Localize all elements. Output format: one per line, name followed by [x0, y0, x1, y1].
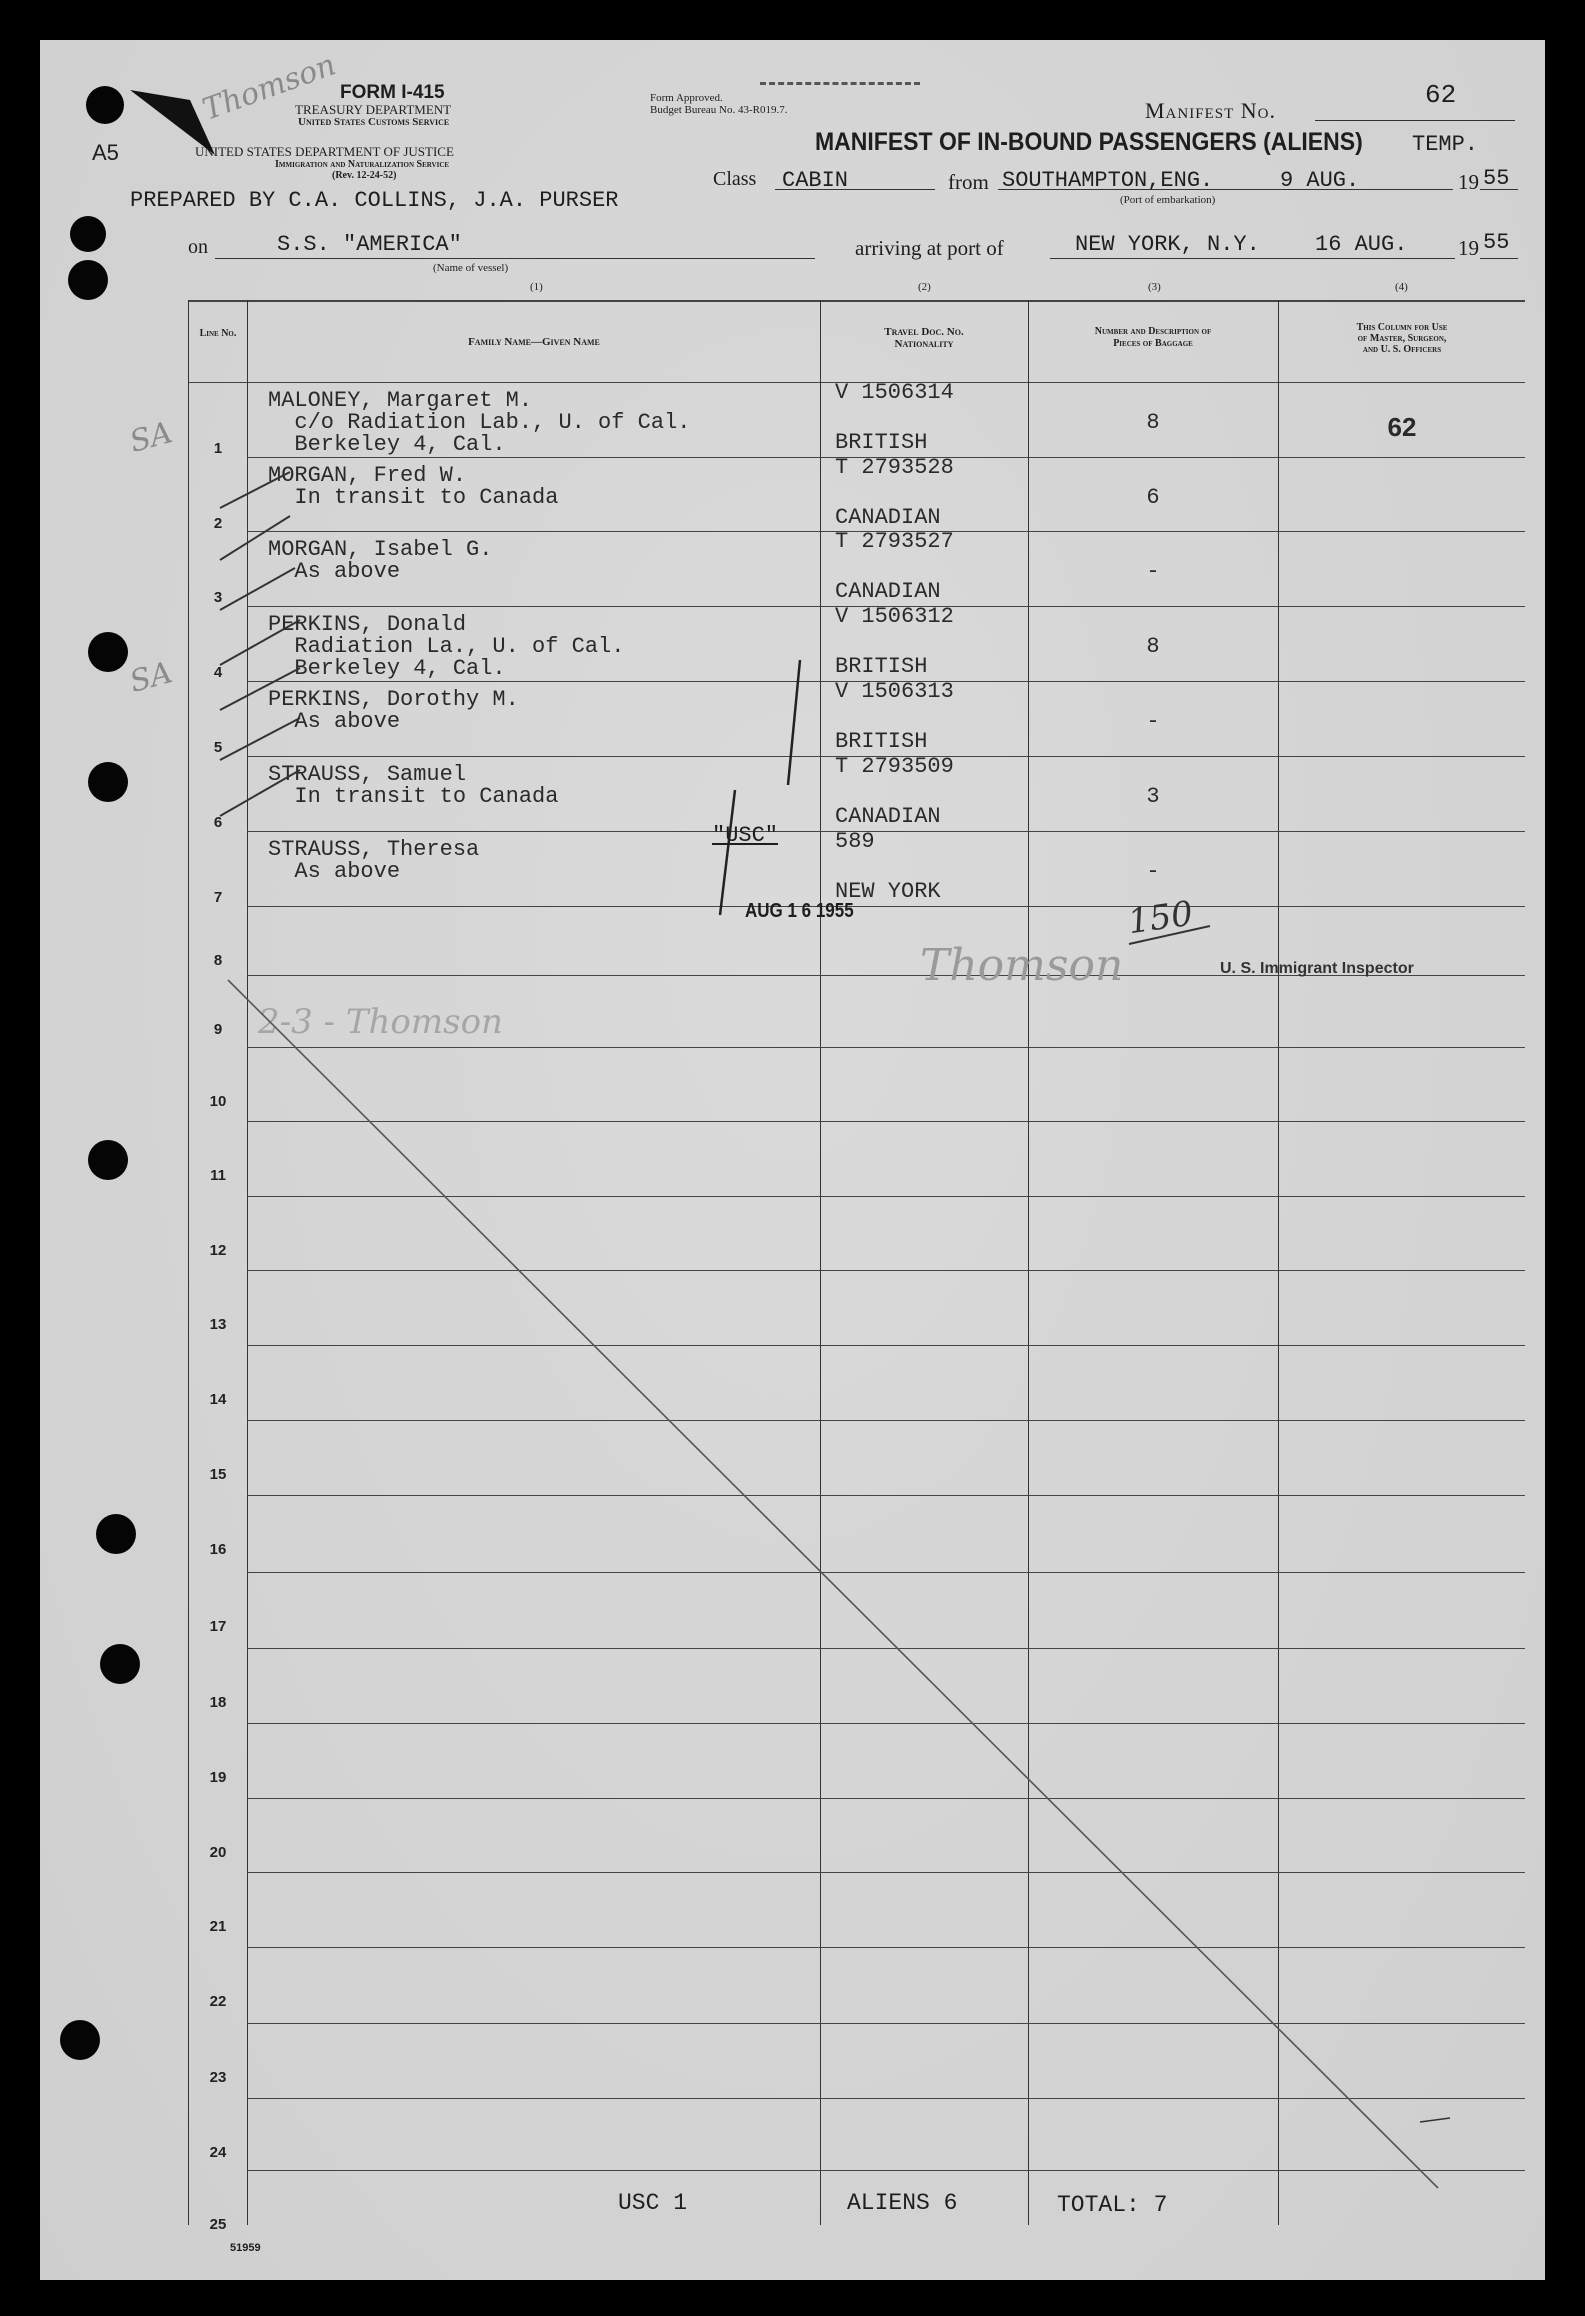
port-embark-caption: (Port of embarkation) — [1120, 194, 1216, 206]
on-label: on — [188, 236, 208, 258]
from-label: from — [948, 170, 989, 194]
year-prefix-1: 19 — [1458, 170, 1479, 194]
year-prefix-2: 19 — [1458, 236, 1479, 260]
travel-doc-number: V 1506313 — [835, 679, 954, 704]
passenger-name: MALONEY, Margaret M. — [268, 388, 533, 413]
nationality: CANADIAN — [835, 505, 941, 530]
handwritten-line9: 2-3 - Thomson — [258, 1002, 503, 1042]
line-number: 22 — [209, 1993, 227, 2010]
line-number: 8 — [213, 952, 223, 969]
line-number: 1 — [213, 440, 223, 457]
line-number: 12 — [209, 1242, 227, 1259]
line-number: 5 — [213, 739, 223, 756]
date-stamp: AUG 1 6 1955 — [745, 900, 854, 922]
manifest-no-value: 62 — [1425, 80, 1457, 110]
travel-doc-number: T 2793527 — [835, 529, 954, 554]
header-officers-3: and U. S. Officers — [1362, 344, 1442, 355]
line-number: 16 — [209, 1541, 227, 1558]
line-number: 2 — [213, 515, 223, 532]
arrival-date: 16 AUG. — [1315, 232, 1408, 257]
header-travel-doc: Travel Doc. No. — [884, 326, 964, 338]
line-number: 10 — [209, 1093, 227, 1110]
dept-ins: Immigration and Naturalization Service — [275, 159, 450, 170]
passenger-address: In transit to Canada — [268, 485, 559, 510]
passenger-address: As above — [268, 559, 401, 584]
line-number: 9 — [213, 1021, 223, 1038]
handwritten-top-name: Thomson — [198, 47, 341, 128]
officer-note: 62 — [1387, 412, 1417, 442]
baggage-count: 6 — [1146, 485, 1160, 510]
header-baggage-2: Pieces of Baggage — [1113, 338, 1193, 349]
vessel-name: S.S. "AMERICA" — [277, 232, 462, 257]
col-num-1: (1) — [530, 281, 543, 293]
line-number: 20 — [209, 1844, 227, 1861]
header-line-no: Line No. — [199, 328, 237, 339]
inspector-signature: Thomson — [920, 940, 1124, 991]
line-number: 4 — [213, 664, 223, 681]
passenger-address: In transit to Canada — [268, 784, 559, 809]
passenger-address: c/o Radiation Lab., U. of Cal. — [268, 410, 691, 435]
header-baggage-1: Number and Description of — [1094, 326, 1212, 337]
arrival-year: 55 — [1483, 230, 1510, 255]
manifest-no-label: Manifest No. — [1145, 98, 1276, 123]
total-all: TOTAL: 7 — [1057, 2192, 1168, 2218]
passenger-address: As above — [268, 859, 401, 884]
col-num-2: (2) — [918, 281, 931, 293]
usc-stamp: "USC" — [712, 823, 779, 848]
embarkation-date: 9 AUG. — [1280, 168, 1360, 193]
passenger-name: PERKINS, Donald — [268, 612, 467, 637]
line-number: 23 — [209, 2069, 227, 2086]
line-number: 3 — [213, 589, 223, 606]
travel-doc-number: V 1506314 — [835, 380, 954, 405]
line-number: 18 — [209, 1694, 227, 1711]
passenger-address: As above — [268, 709, 401, 734]
passenger-name: MORGAN, Isabel G. — [268, 537, 493, 562]
line-number: 7 — [213, 889, 223, 906]
total-usc: USC 1 — [618, 2190, 688, 2216]
nationality: BRITISH — [835, 430, 928, 455]
baggage-count: - — [1146, 859, 1160, 884]
total-aliens: ALIENS 6 — [847, 2190, 958, 2216]
line-number: 19 — [209, 1769, 227, 1786]
nationality: CANADIAN — [835, 579, 941, 604]
baggage-count: 8 — [1146, 410, 1160, 435]
nationality: BRITISH — [835, 654, 928, 679]
line-number: 13 — [209, 1316, 227, 1333]
nationality: NEW YORK — [835, 879, 941, 904]
passenger-address-2: Berkeley 4, Cal. — [268, 432, 506, 457]
inspector-title: U. S. Immigrant Inspector — [1220, 960, 1414, 977]
passenger-name: MORGAN, Fred W. — [268, 463, 467, 488]
line-number: 11 — [210, 1167, 226, 1184]
port-of-embarkation: SOUTHAMPTON,ENG. — [1002, 168, 1214, 193]
passenger-name: STRAUSS, Theresa — [268, 837, 480, 862]
budget-bureau: Budget Bureau No. 43-R019.7. — [650, 104, 788, 116]
class-label: Class — [713, 168, 757, 190]
line-number: 21 — [209, 1918, 227, 1935]
vessel-caption: (Name of vessel) — [433, 262, 509, 274]
line-number: 25 — [209, 2216, 227, 2233]
passenger-name: PERKINS, Dorothy M. — [268, 687, 519, 712]
baggage-count: 3 — [1146, 784, 1160, 809]
header-officers-1: This Column for Use — [1356, 322, 1448, 333]
travel-doc-number: T 2793528 — [835, 455, 954, 480]
baggage-count: - — [1146, 709, 1160, 734]
arriving-label: arriving at port of — [855, 236, 1004, 260]
manifest-title-suffix: TEMP. — [1412, 132, 1479, 157]
form-approved: Form Approved. — [650, 92, 723, 104]
header-family-name: Family Name—Given Name — [468, 336, 600, 348]
line-number: 17 — [209, 1618, 227, 1635]
passenger-name: STRAUSS, Samuel — [268, 762, 467, 787]
margin-sa-1: SA — [126, 415, 177, 460]
line-number: 15 — [209, 1466, 227, 1483]
class-value: CABIN — [782, 168, 849, 193]
dept-treasury: TREASURY DEPARTMENT — [295, 102, 452, 117]
header-nationality: Nationality — [894, 338, 954, 350]
prepared-by: PREPARED BY C.A. COLLINS, J.A. PURSER — [130, 188, 619, 213]
form-number: FORM I-415 — [340, 82, 445, 103]
travel-doc-number: V 1506312 — [835, 604, 954, 629]
travel-doc-number: 589 — [835, 829, 875, 854]
arrival-port: NEW YORK, N.Y. — [1075, 232, 1260, 257]
passenger-address-2: Berkeley 4, Cal. — [268, 656, 506, 681]
travel-doc-number: T 2793509 — [835, 754, 954, 779]
passenger-address: Radiation La., U. of Cal. — [268, 634, 625, 659]
corner-code: A5 — [92, 140, 119, 165]
col-num-4: (4) — [1395, 281, 1408, 293]
dept-justice: UNITED STATES DEPARTMENT OF JUSTICE — [195, 144, 454, 159]
nationality: BRITISH — [835, 729, 928, 754]
baggage-count: 8 — [1146, 634, 1160, 659]
footer-code: 51959 — [230, 2242, 261, 2254]
col-num-3: (3) — [1148, 281, 1161, 293]
line-number: 14 — [209, 1391, 227, 1408]
form-revision: (Rev. 12-24-52) — [332, 170, 397, 181]
handwritten-150: 150 — [1125, 893, 1196, 943]
header-officers-2: of Master, Surgeon, — [1357, 333, 1447, 344]
manifest-title: MANIFEST OF IN-BOUND PASSENGERS (ALIENS) — [815, 128, 1363, 156]
nationality: CANADIAN — [835, 804, 941, 829]
embarkation-year: 55 — [1483, 166, 1510, 191]
strike-through-line — [40, 40, 1545, 2280]
line-number: 6 — [213, 814, 223, 831]
manifest-page — [40, 40, 1545, 2280]
line-number: 24 — [209, 2144, 227, 2161]
baggage-count: - — [1146, 559, 1160, 584]
dept-customs: United States Customs Service — [298, 116, 450, 128]
margin-sa-2: SA — [126, 655, 177, 700]
